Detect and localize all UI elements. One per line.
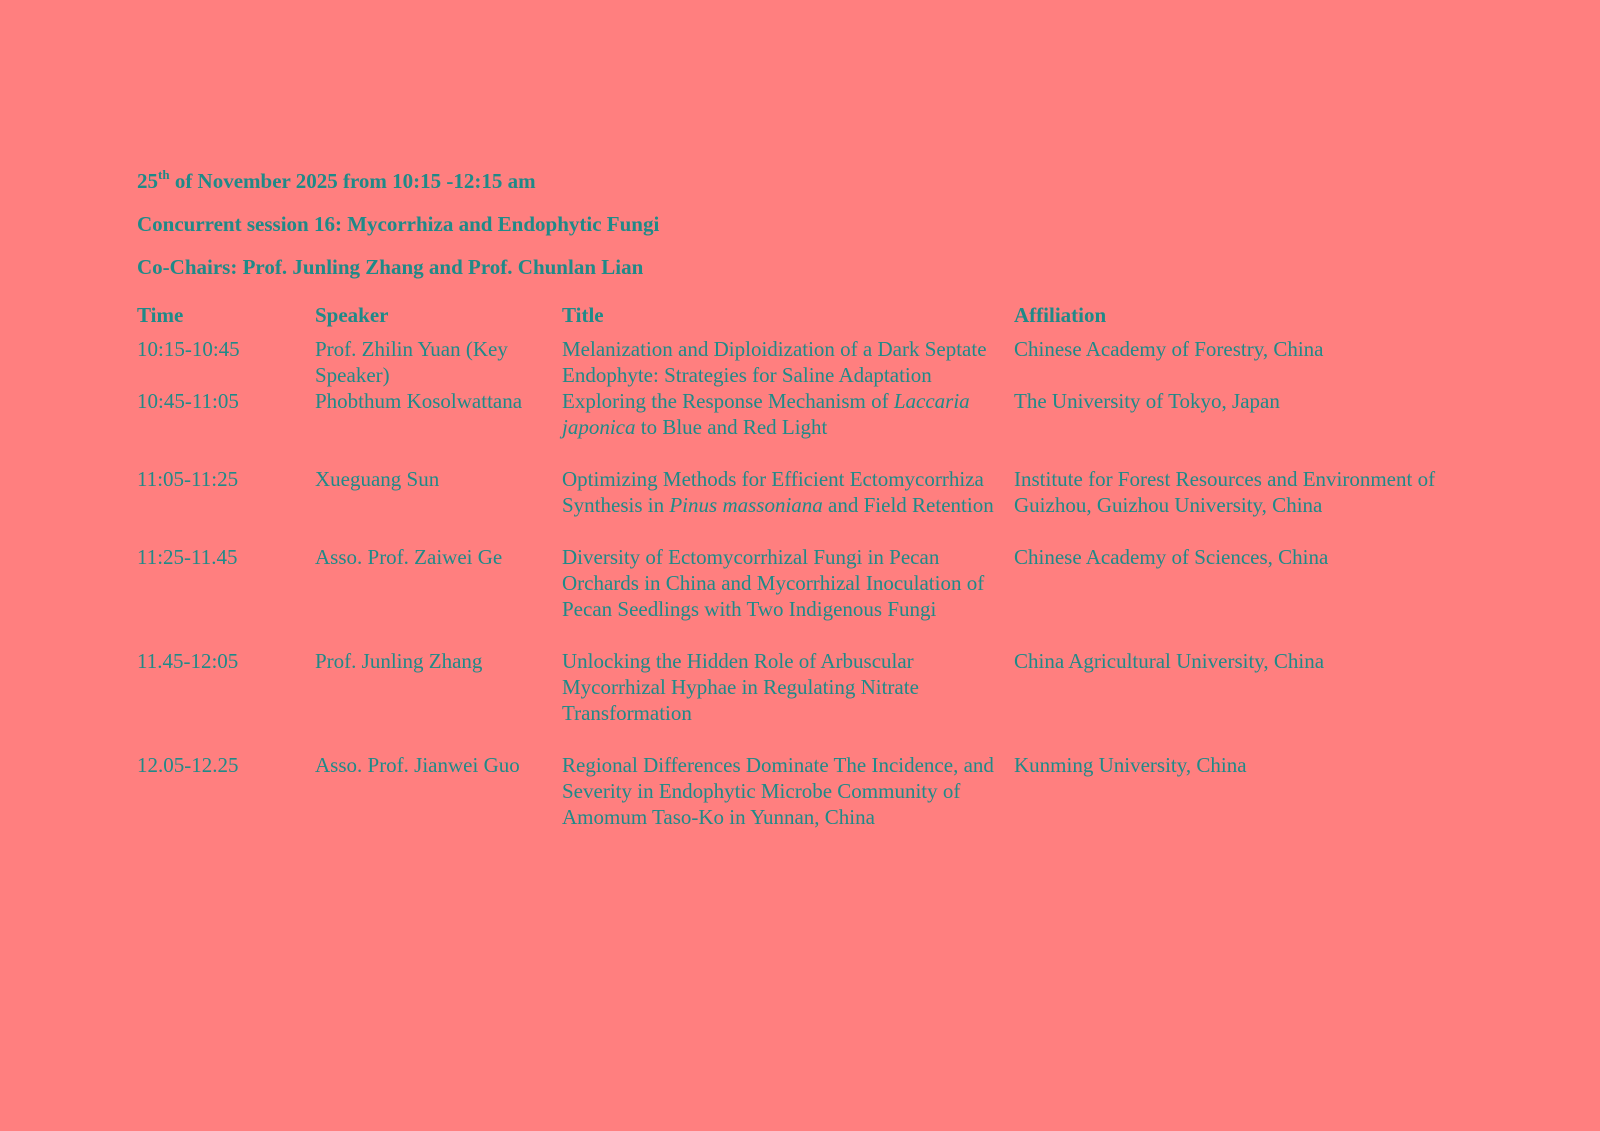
cell-title [562, 466, 1014, 544]
cell-affiliation: Kunming University, China [1014, 753, 1247, 777]
cell-title: Unlocking the Hidden Role of Arbuscular Mycorrhizal Hyphae in Regulating Nitrate Transformation [562, 649, 919, 725]
cell-time: 11:05-11:25 [137, 467, 239, 491]
table-row [137, 752, 1477, 830]
table-row [137, 648, 1477, 752]
cell-time: 10:45-11:05 [137, 389, 239, 413]
column-header-speaker: Speaker [315, 303, 389, 327]
cell-speaker: Phobthum Kosolwattana [315, 389, 523, 413]
session-date [137, 168, 1477, 194]
session-chairs: Co-Chairs: Prof. Junling Zhang and Prof. Chunlan Lian [137, 255, 644, 279]
table-row [137, 388, 1477, 466]
cell-title: Regional Differences Dominate The Incidence, and Severity in Endophytic Microbe Community of Amomum Taso-Ko in Yunnan, China [562, 753, 994, 829]
cell-title: Diversity of Ectomycorrhizal Fungi in Pecan Orchards in China and Mycorrhizal Inoculation of Pecan Seedlings with Two Indigenous Fungi [562, 545, 985, 621]
cell-speaker: Prof. Junling Zhang [315, 649, 483, 673]
cell-affiliation: Institute for Forest Resources and Environment of Guizhou, Guizhou University, China [1014, 467, 1436, 517]
table-row [137, 466, 1477, 544]
cell-affiliation: Chinese Academy of Sciences, China [1014, 545, 1329, 569]
title-text: Optimizing Methods for Efficient Ectomycorrhiza Synthesis in [562, 467, 984, 517]
cell-speaker: Xueguang Sun [315, 467, 440, 491]
table-row [137, 544, 1477, 648]
species-name: Laccaria japonica [562, 389, 970, 439]
cell-time: 11:25-11.45 [137, 545, 238, 569]
cell-affiliation: China Agricultural University, China [1014, 649, 1325, 673]
cell-speaker: Asso. Prof. Jianwei Guo [315, 753, 520, 777]
column-header-title: Title [562, 303, 604, 327]
cell-affiliation: The University of Tokyo, Japan [1014, 389, 1280, 413]
date-day: 25 [137, 169, 158, 193]
cell-affiliation: Chinese Academy of Forestry, China [1014, 337, 1324, 361]
cell-speaker: Prof. Zhilin Yuan (Key Speaker) [315, 337, 508, 387]
table-row [137, 336, 1477, 388]
schedule-page [137, 168, 1477, 830]
title-text: Exploring the Response Mechanism of [562, 389, 894, 413]
cell-speaker: Asso. Prof. Zaiwei Ge [315, 545, 503, 569]
date-suffix: th [158, 167, 170, 182]
column-header-affiliation: Affiliation [1014, 303, 1107, 327]
cell-title: Melanization and Diploidization of a Dark Septate Endophyte: Strategies for Saline Adaptation [562, 337, 987, 387]
title-text: and Field Retention [822, 493, 994, 517]
schedule-table [137, 302, 1477, 830]
cell-time: 10:15-10:45 [137, 337, 240, 361]
species-name: Pinus massoniana [669, 493, 823, 517]
session-title: Concurrent session 16: Mycorrhiza and Endophytic Fungi [137, 212, 660, 236]
column-header-time: Time [137, 303, 184, 327]
cell-title [562, 388, 1014, 466]
title-text: to Blue and Red Light [635, 415, 828, 439]
cell-time: 12.05-12.25 [137, 753, 239, 777]
cell-time: 11.45-12:05 [137, 649, 239, 673]
table-header-row [137, 302, 1477, 336]
date-text: of November 2025 from 10:15 -12:15 am [169, 169, 536, 193]
